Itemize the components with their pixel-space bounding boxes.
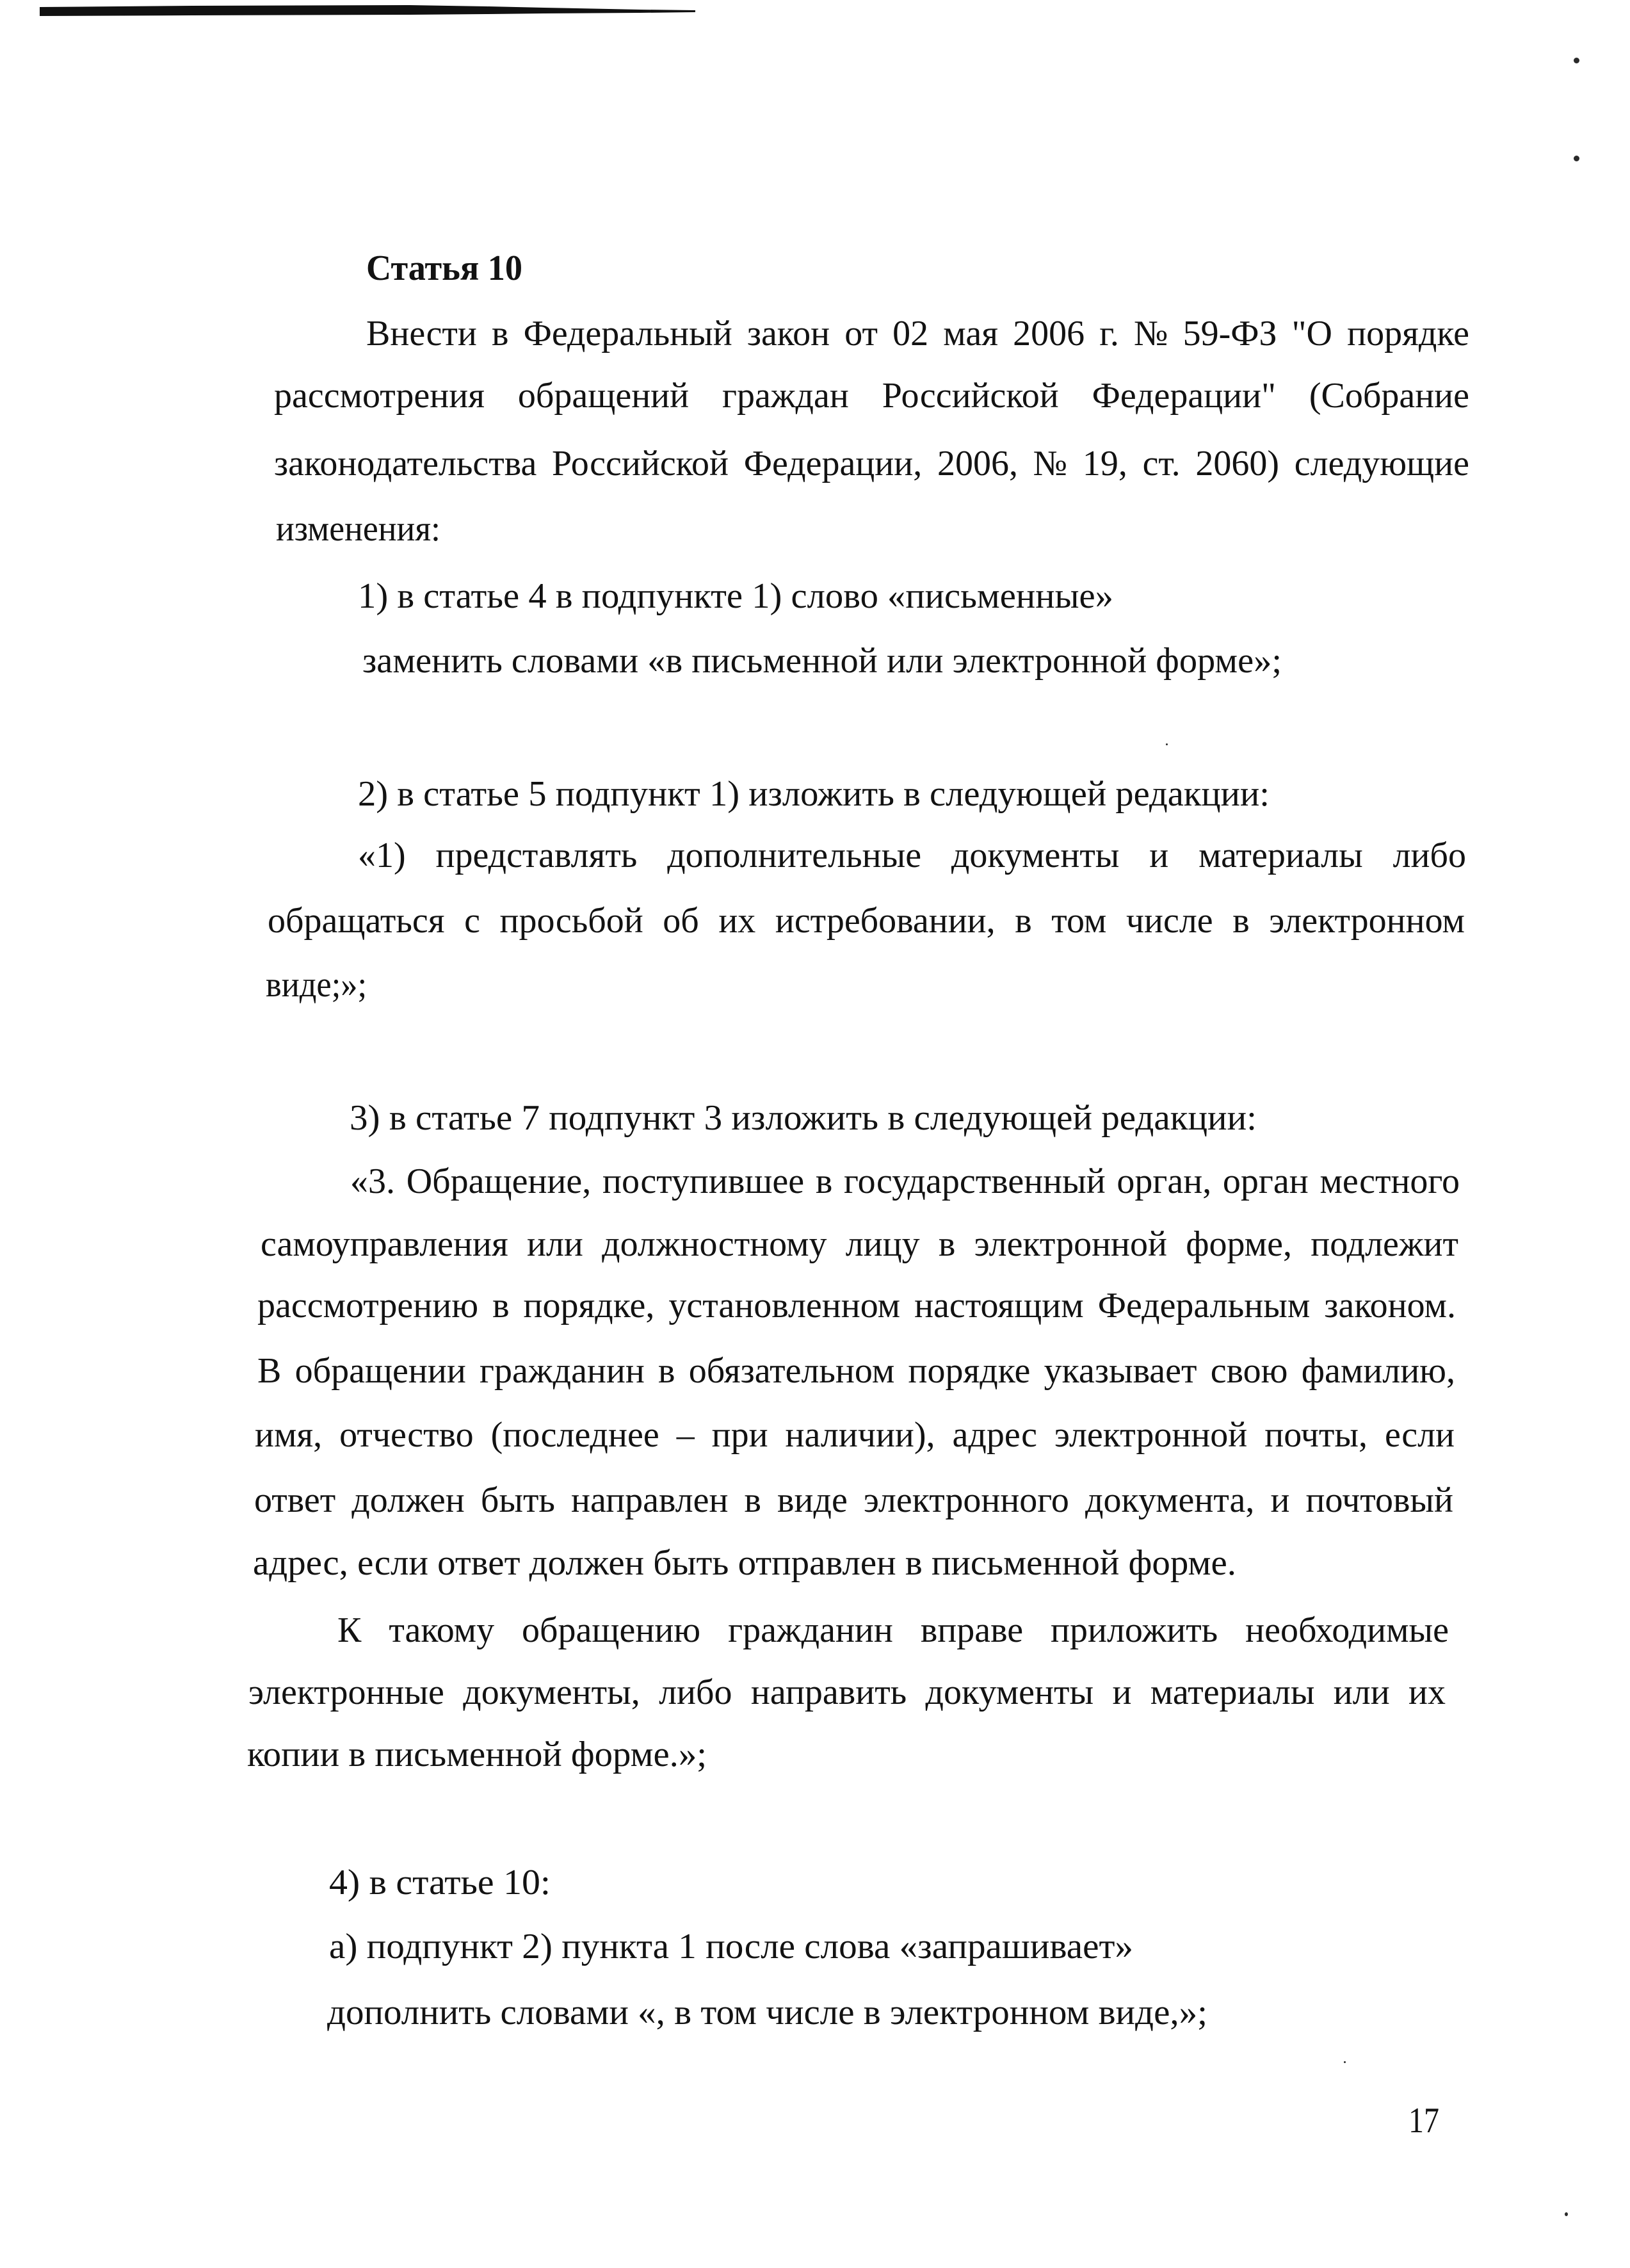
text-line-content: обращаться с просьбой об их истребовании, в том числе в электронном [268,901,1465,941]
text-line-content: копии в письменной форме.»; [247,1735,707,1774]
text-line-content: рассмотрения обращений граждан Российской Федерации" (Собрание [274,376,1469,416]
text-line [327,1995,1207,2036]
text-line [358,776,1270,817]
text-line-content: законодательства Российской Федерации, 2006, № 19, ст. 2060) следующие [274,444,1469,483]
text-line [358,578,1113,619]
text-line-content: ответ должен быть направлен в виде электронного документа, и почтовый [254,1480,1453,1520]
text-line [337,1612,1449,1653]
scan-speck [1574,156,1579,161]
article-title-text: Статья 10 [366,248,522,288]
text-line [366,316,1469,357]
text-line [350,1100,1257,1141]
text-line-content: «1) представлять дополнительные документы и материалы либо [358,836,1466,875]
text-line [257,1288,1456,1329]
text-line [276,511,440,552]
text-line-content: В обращении гражданин в обязательном порядке указывает свою фамилию, [257,1351,1455,1391]
text-line [248,1674,1446,1715]
text-line [329,1929,1133,1970]
scan-speck [1166,743,1168,745]
text-line-content: имя, отчество (последнее – при наличии), адрес электронной почты, если [255,1415,1455,1455]
text-line [261,1226,1458,1267]
text-line-content: Внести в Федеральный закон от 02 мая 2006 г. № 59-ФЗ "О порядке [366,314,1469,353]
text-line-content: электронные документы, либо направить документы и материалы или их [248,1673,1446,1712]
text-line [257,1353,1455,1394]
text-line-content: «3. Обращение, поступившее в государственный орган, орган местного [350,1162,1460,1201]
text-line-content: К такому обращению гражданин вправе приложить необходимые [337,1610,1449,1650]
text-line [350,1163,1460,1204]
text-line-content: а) подпункт 2) пункта 1 после слова «запрашивает» [329,1927,1133,1966]
text-line-content: 4) в статье 10: [329,1863,551,1902]
text-line [255,1417,1455,1458]
text-line [362,643,1282,684]
text-line-content: 3) в статье 7 подпункт 3 изложить в следующей редакции: [350,1098,1257,1138]
text-line-content: 17 [1408,2101,1439,2141]
text-line-content: рассмотрению в порядке, установленном настоящим Федеральным законом. [257,1286,1456,1325]
text-line [266,967,367,1008]
scan-speck [1574,58,1579,63]
text-line-content: адрес, если ответ должен быть отправлен в письменной форме. [253,1543,1236,1583]
text-line-content: дополнить словами «, в том числе в электронном виде,»; [327,1993,1208,2032]
scan-speck [1565,2212,1568,2216]
page-number [1408,2103,1439,2144]
article-title [366,250,522,291]
text-line-content: 1) в статье 4 в подпункте 1) слово «письменные» [358,576,1113,616]
text-line-content: 2) в статье 5 подпункт 1) изложить в следующей редакции: [358,774,1270,814]
text-line-content: заменить словами «в письменной или электронной форме»; [362,641,1282,681]
scan-edge-bar [0,0,704,22]
text-line [274,446,1469,487]
text-line [268,903,1465,944]
text-line-content: самоуправления или должностному лицу в электронной форме, подлежит [261,1224,1458,1264]
text-line [254,1482,1453,1523]
text-line [247,1737,707,1778]
text-line-content: изменения: [276,509,440,549]
text-line [253,1545,1236,1586]
scan-edge-bar-shape [40,5,695,16]
text-line-content: виде;»; [266,965,367,1005]
text-line [274,378,1469,419]
scan-speck [1344,2061,1346,2063]
text-line [329,1865,551,1906]
text-line [358,838,1466,879]
